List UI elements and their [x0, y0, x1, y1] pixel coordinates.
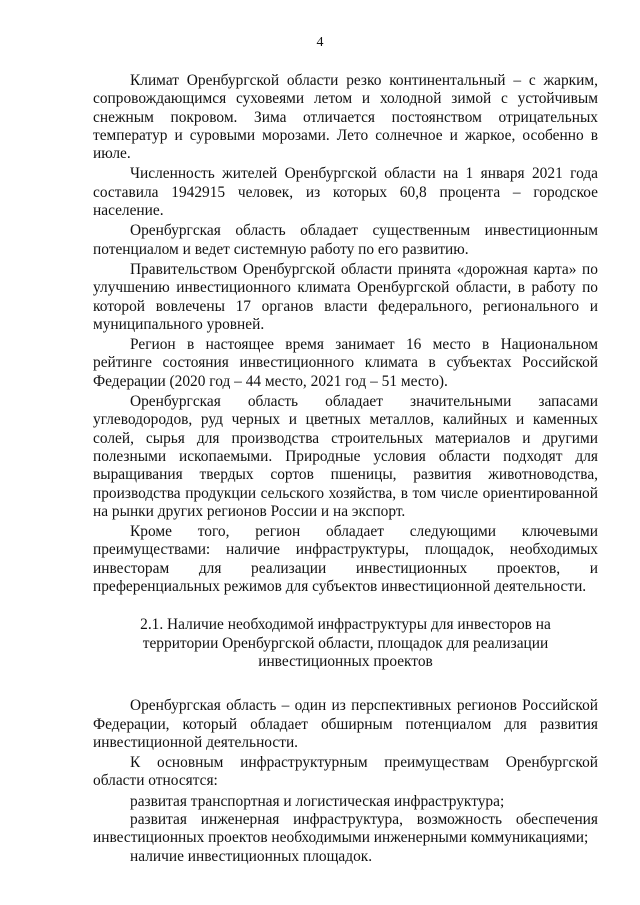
paragraph-perspective-region: Оренбургская область – один из перспективных регионов Российской Федерации, который обладает обширным потенциалом для развития инвестиционной деятельности. [93, 697, 598, 751]
paragraph-infrastructure-intro: К основным инфраструктурным преимуществам Оренбургской области относятся: [93, 754, 598, 790]
paragraph-roadmap: Правительством Оренбургской области принята «дорожная карта» по улучшению инвестиционного климата Оренбургской области, в работу по которой вовлечены 17 органов власти федерального, регионального и муниципального уровней. [93, 260, 598, 333]
section-heading-line: территории Оренбургской области, площадок для реализации [142, 634, 549, 652]
section-heading-line: инвестиционных проектов [258, 652, 433, 670]
section-heading-line: 2.1. Наличие необходимой инфраструктуры для инвесторов на [140, 616, 551, 634]
paragraph-population: Численность жителей Оренбургской области на 1 января 2021 года составила 1942915 человек, из которых 60,8 процента – городское население. [93, 165, 598, 220]
list-item: развитая транспортная и логистическая инфраструктура; [130, 792, 505, 810]
document-body [93, 72, 598, 866]
paragraph-advantages: Кроме того, регион обладает следующими ключевыми преимуществами: наличие инфраструктуры, площадок, необходимых инвесторам для реализации инвестиционных проектов, и преференциальных режимов для субъектов инвестиционной деятельности. [93, 523, 598, 596]
paragraph-rating: Регион в настоящее время занимает 16 место в Национальном рейтинге состояния инвестиционного климата в субъектах Российской Федерации (2020 год – 44 место, 2021 год – 51 место). [93, 336, 598, 390]
section-heading [113, 616, 578, 671]
list-item: развитая инженерная инфраструктура, возможность обеспечения инвестиционных проектов необходимыми инженерными коммуникациями; [93, 810, 598, 847]
list-item: наличие инвестиционных площадок. [130, 847, 373, 865]
paragraph-resources: Оренбургская область обладает значительными запасами углеводородов, руд черных и цветных металлов, калийных и каменных солей, сырья для производства строительных материалов и другими полезными ископаемыми. Природные условия области подходят для выращивания твердых сортов пшеницы, развития животноводства, производства продукции сельского хозяйства, в том числе ориентированной на рынки других регионов России и на экспорт. [93, 393, 598, 520]
page-number: 4 [316, 35, 324, 50]
paragraph-investment-potential: Оренбургская область обладает существенным инвестиционным потенциалом и ведет системную работу по его развитию. [93, 222, 598, 258]
paragraph-climate: Климат Оренбургской области резко континентальный – с жарким, сопровождающимся суховеями летом и холодной зимой с устойчивым снежным покровом. Зима отличается постоянством отрицательных температур и суровыми морозами. Лето солнечное и жаркое, особенно в июле. [93, 72, 598, 163]
